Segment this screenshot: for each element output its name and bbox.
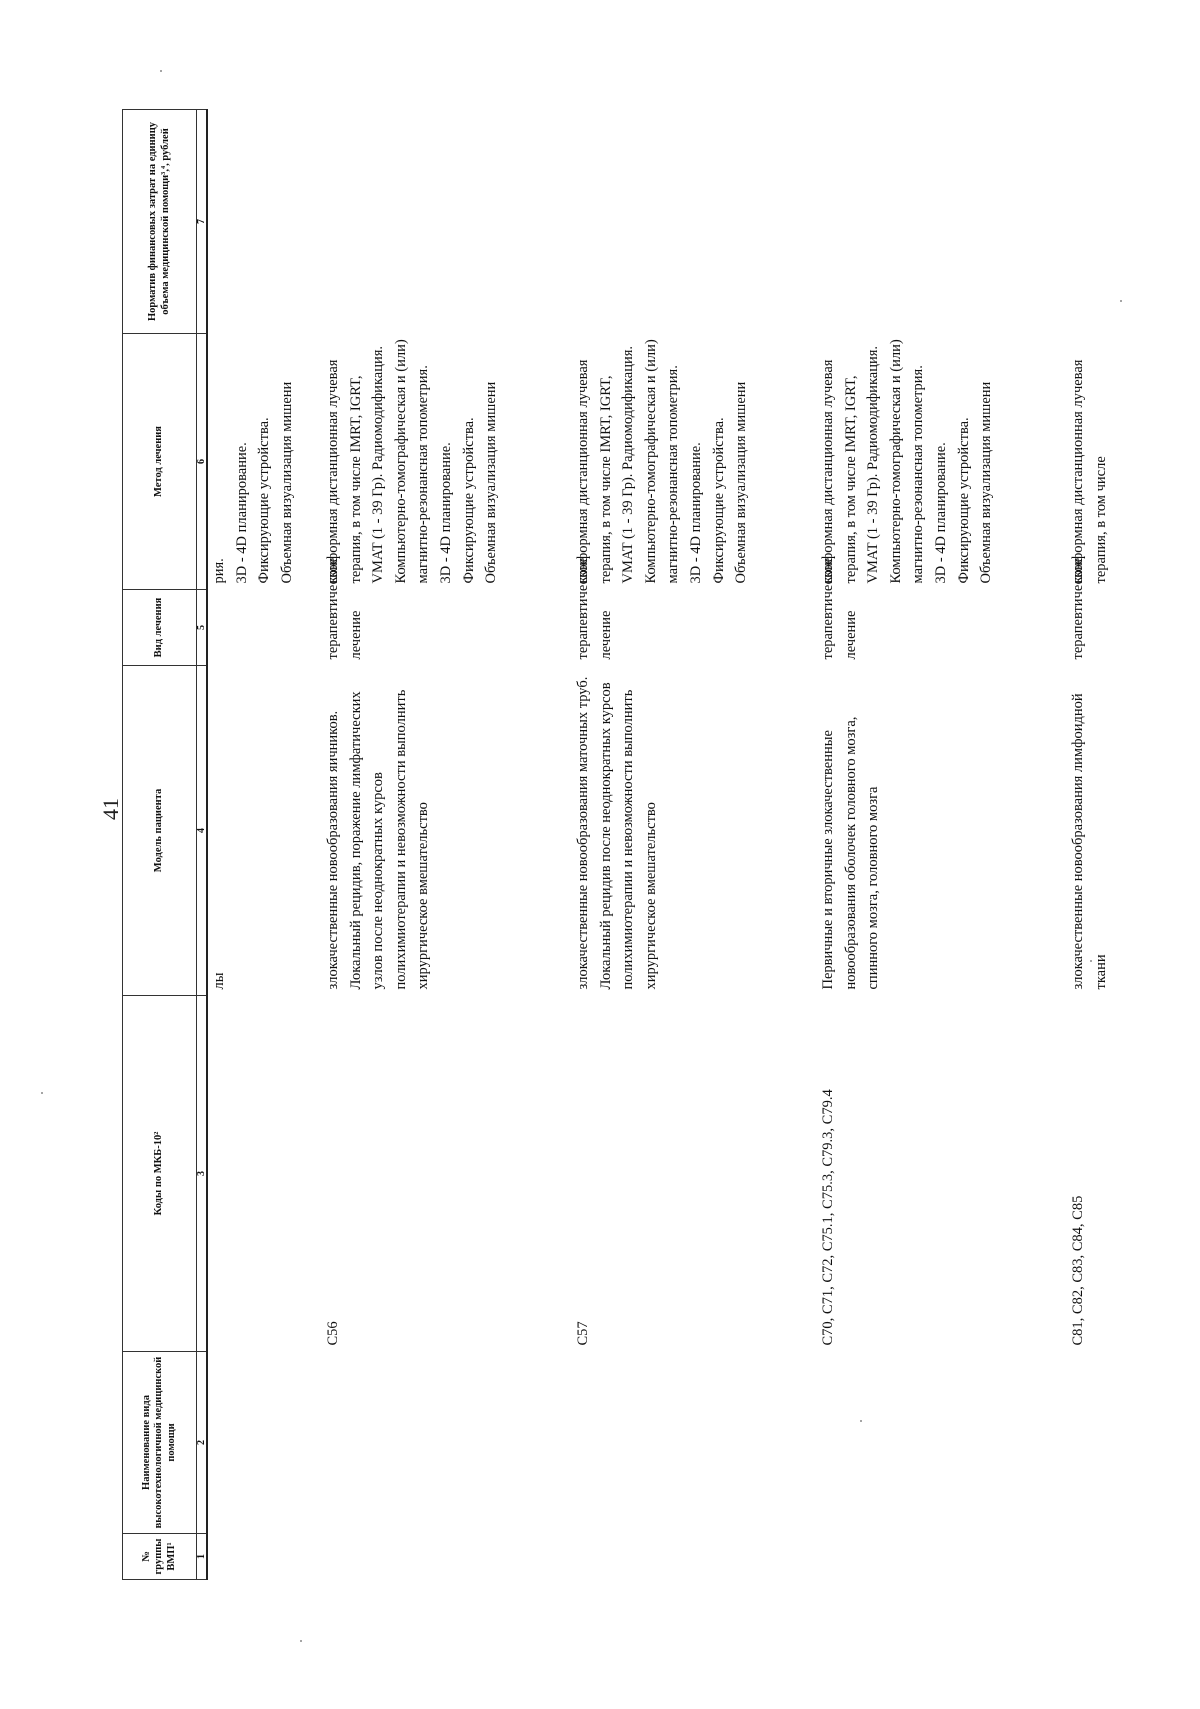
cell-icd-codes: C56 <box>325 1321 341 1346</box>
cell-cost-standard <box>572 110 817 334</box>
cell-treatment-method: конформная дистанционная лучевая терапия, в том числе IMRT, IGRT, VMAT (1 - 39 Гр). Радиомодификация. Компьютерно-томографическая и (или) магнитно-резонансная топометрия. 3D - 4D планирование. Фиксирующие устройства. Объемная визуализация мишени <box>820 339 995 584</box>
vmp-table <box>122 109 1127 1580</box>
cell-vmp-name <box>817 1352 1067 1534</box>
column-number: 3 <box>197 996 208 1352</box>
column-number: 4 <box>197 666 208 996</box>
cell-treatment-kind: терапевтическое лечение <box>575 557 614 660</box>
cell-cost-standard <box>207 110 322 334</box>
cell-treatment-method: конформная дистанционная лучевая терапия, в том числе IMRT, IGRT, VMAT (1 - 39 Гр). Радиомодификация. Компьютерно-томографическая и (или) магнитно-резонансная топометрия. 3D - 4D планирование. Фиксирующие устройства. Объемная визуализация мишени <box>575 339 750 584</box>
column-number: 6 <box>197 334 208 590</box>
cell-group-number <box>322 1534 572 1580</box>
header-vmp-name: Наименование вида высокотехнологичной медицинской помощи <box>123 1352 197 1534</box>
cell-vmp-name <box>1067 1352 1127 1534</box>
header-group-number: № группы ВМП¹ <box>123 1534 197 1580</box>
cell-group-number <box>207 1534 322 1580</box>
column-number-row <box>197 110 208 1580</box>
cell-vmp-name <box>572 1352 817 1534</box>
cell-vmp-name <box>207 1352 322 1534</box>
cell-icd-codes: C57 <box>575 1321 591 1346</box>
cell-icd-codes: C81, C82, C83, C84, C85 <box>1070 1195 1086 1346</box>
cell-group-number <box>572 1534 817 1580</box>
table-row <box>322 110 572 1580</box>
table-row <box>572 110 817 1580</box>
cell-cost-standard <box>1067 110 1127 334</box>
cell-treatment-method: конформная дистанционная лучевая терапия, в том числе <box>1070 359 1109 584</box>
cell-patient-model: лы <box>211 972 227 990</box>
cell-icd-codes <box>207 996 322 1352</box>
header-patient-model: Модель пациента <box>123 666 197 996</box>
header-treatment-kind: Вид лечения <box>123 590 197 666</box>
cell-group-number <box>817 1534 1067 1580</box>
cell-patient-model: злокачественные новообразования лимфоидной ткани <box>1070 693 1109 990</box>
cell-group-number <box>1067 1534 1127 1580</box>
header-cost-standard: Норматив финансовых затрат на единицу объема медицинской помощи³,⁴, рублей <box>123 110 197 334</box>
column-number: 5 <box>197 590 208 666</box>
cell-treatment-kind <box>207 590 322 666</box>
cell-treatment-kind: терапевтическое лечение <box>325 557 364 660</box>
cell-vmp-name <box>322 1352 572 1534</box>
page-number: 41 <box>98 798 123 820</box>
table-header-row <box>123 110 197 1580</box>
table-body <box>207 110 1127 1580</box>
column-number: 2 <box>197 1352 208 1534</box>
cell-cost-standard <box>817 110 1067 334</box>
cell-cost-standard <box>322 110 572 334</box>
header-treatment-method: Метод лечения <box>123 334 197 590</box>
column-number: 1 <box>197 1534 208 1580</box>
table-row <box>1067 110 1127 1580</box>
cell-treatment-method: рия. 3D - 4D планирование. Фиксирующие устройства. Объемная визуализация мишени <box>211 381 295 584</box>
cell-icd-codes: C70, C71, C72, C75.1, C75.3, C79.3, C79.4 <box>820 1089 836 1346</box>
cell-treatment-kind: терапевтическое <box>1070 557 1086 660</box>
cell-patient-model: Первичные и вторичные злокачественные новообразования оболочек головного мозга, спинного мозга, головного мозга <box>820 716 882 990</box>
table-row <box>817 110 1067 1580</box>
cell-treatment-method: конформная дистанционная лучевая терапия, в том числе IMRT, IGRT, VMAT (1 - 39 Гр). Радиомодификация. Компьютерно-томографическая и (или) магнитно-резонансная топометрия. 3D - 4D планирование. Фиксирующие устройства. Объемная визуализация мишени <box>325 339 500 584</box>
cell-patient-model: злокачественные новообразования яичников. Локальный рецидив, поражение лимфатических узлов после неоднократных курсов полихимиотерапии и невозможности выполнить хирургическое вмешательство <box>325 689 432 990</box>
column-number: 7 <box>197 110 208 334</box>
table-row <box>207 110 322 1580</box>
header-icd-codes: Коды по МКБ-10² <box>123 996 197 1352</box>
rotated-table-container <box>122 110 1109 1580</box>
cell-patient-model: злокачественные новообразования маточных труб. Локальный рецидив после неоднократных курсов полихимиотерапии и невозможности выполнить хирургическое вмешательство <box>575 676 659 990</box>
cell-treatment-kind: терапевтическое лечение <box>820 557 859 660</box>
